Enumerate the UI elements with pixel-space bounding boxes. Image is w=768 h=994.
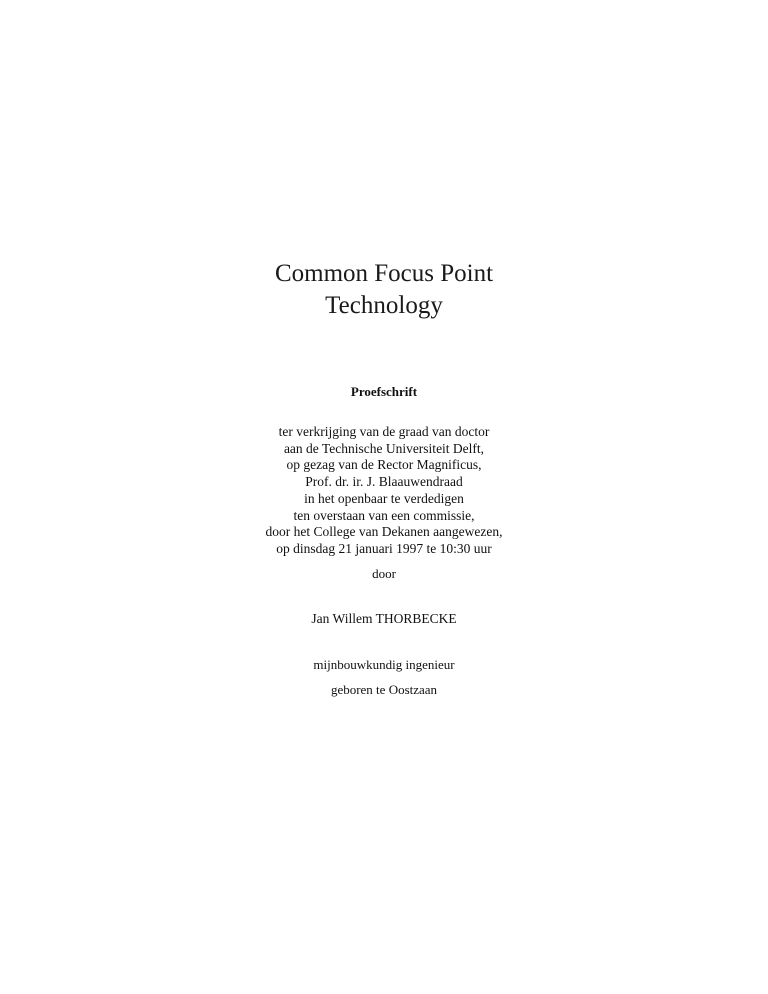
by-label: door	[372, 566, 396, 581]
conferral-line: aan de Technische Universiteit Delft,	[283, 440, 485, 456]
conferral-line: ten overstaan van een commissie,	[293, 507, 475, 523]
conferral-line: Prof. dr. ir. J. Blaauwendraad	[305, 474, 463, 490]
conferral-statement	[0, 424, 768, 558]
author-birthplace: geboren te Oostzaan	[330, 682, 438, 697]
conferral-line: door het College van Dekanen aangewezen,	[265, 524, 503, 540]
conferral-line: ter verkrijging van de graad van doctor	[278, 424, 490, 439]
conferral-line: in het openbaar te verdedigen	[304, 490, 464, 506]
thesis-title-line-1: Common Focus Point	[274, 260, 494, 287]
author-name: Jan Willem THORBECKE	[311, 611, 457, 626]
thesis-title	[0, 258, 768, 322]
author-degree: mijnbouwkundig ingenieur	[313, 657, 455, 672]
conferral-line: op dinsdag 21 januari 1997 te 10:30 uur	[276, 540, 492, 556]
document-type: Proefschrift	[350, 384, 418, 399]
conferral-line: op gezag van de Rector Magnificus,	[286, 457, 482, 473]
thesis-title-line-2: Technology	[325, 292, 443, 319]
